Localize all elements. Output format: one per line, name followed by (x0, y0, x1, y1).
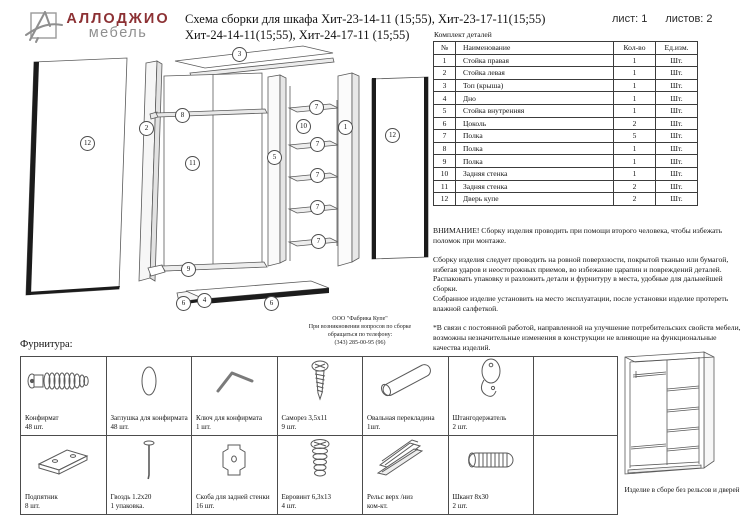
cell: Стойка внутренняя (456, 104, 614, 117)
nail-icon (137, 437, 161, 483)
cell: Шт. (656, 54, 698, 67)
part-callout: 7 (310, 137, 325, 152)
hardware-item (278, 357, 364, 436)
hardware-item (363, 357, 449, 436)
cell: Шт. (656, 117, 698, 130)
part-left-door (26, 58, 127, 295)
note-paragraph: Сборку изделия следует проводить на ровной поверхности, покрытой тканью или бумагой, избегая ударов и неосторожных приемов, во избежание царапин и повреждений деталей. (433, 254, 729, 274)
hardware-qty: 1 упаковка. (110, 501, 145, 510)
table-row (434, 193, 698, 206)
cell: 1 (434, 54, 456, 67)
rod-holder-icon (473, 358, 509, 404)
hex-key-icon (206, 361, 262, 401)
cell: 6 (434, 117, 456, 130)
hardware-name: Штангодержатель (452, 413, 507, 422)
cell: Стойка правая (456, 54, 614, 67)
hardware-name: Овальная перекладина (367, 413, 435, 422)
cell: 1 (614, 54, 656, 67)
hardware-empty-cell (534, 436, 618, 515)
note-paragraph: *В связи с постоянной работой, направленной на улучшение потребительских свойств мебели, возможны незначительные изменения в конструкции не влияющие на функциональные качества изделий. (433, 322, 741, 352)
cell: 1 (614, 92, 656, 105)
column-header: Ед.изм. (656, 42, 698, 55)
cell: 8 (434, 142, 456, 155)
hardware-qty: 16 шт. (196, 501, 215, 510)
table-row (434, 167, 698, 180)
hardware-qty: 8 шт. (25, 501, 40, 510)
part-left-stand (139, 61, 162, 281)
cell: Полка (456, 155, 614, 168)
euro-screw-icon (302, 437, 338, 483)
cell: 5 (614, 130, 656, 143)
column-header: Наименование (456, 42, 614, 55)
sheet-info (612, 13, 731, 25)
cell: Полка (456, 142, 614, 155)
hardware-qty: ком-кт. (367, 501, 388, 510)
hardware-empty-cell (534, 357, 618, 436)
cell: 3 (434, 79, 456, 92)
cell: 12 (434, 193, 456, 206)
table-row (434, 155, 698, 168)
cell: 1 (614, 79, 656, 92)
cap-plug-icon (129, 361, 169, 401)
part-callout: 6 (176, 296, 191, 311)
parts-table (433, 41, 698, 206)
hardware-item (107, 357, 193, 436)
brand-subtitle: мебель (88, 25, 148, 41)
cell: Стойка левая (456, 67, 614, 80)
brand-name: АЛЛОДЖИО (66, 11, 170, 27)
table-row (434, 142, 698, 155)
hardware-qty: 4 шт. (281, 501, 297, 510)
table-row (434, 104, 698, 117)
manufacturer-phone: (343) 285-00-95 (96) (334, 340, 386, 347)
part-callout: 12 (80, 136, 95, 151)
oval-rail-icon (373, 358, 437, 404)
part-callout: 9 (181, 262, 196, 277)
hardware-name: Скоба для задней стенки (196, 492, 270, 501)
hardware-item (363, 436, 449, 515)
manufacturer-name: ООО "Фабрика Купе" (332, 316, 388, 322)
hardware-name: Евровинт 6,3х13 (281, 492, 331, 501)
hardware-section-title: Фурнитура: (20, 339, 73, 350)
hardware-qty: 48 шт. (110, 422, 129, 431)
cell: 2 (614, 180, 656, 193)
table-row (434, 54, 698, 67)
page-title (185, 11, 565, 43)
table-row (434, 130, 698, 143)
cell: Цоколь (456, 117, 614, 130)
hardware-item (107, 436, 193, 515)
alloggio-a-icon (24, 8, 64, 44)
note-paragraph: Распаковать упаковку и разложить детали и фурнитуру в места, удобные для дальнейшей сборки. (433, 274, 723, 294)
hardware-item (278, 436, 364, 515)
cell: 10 (434, 167, 456, 180)
note-paragraph: Собранное изделие установить на место эксплуатации, после установки изделие протереть влажной салфеткой. (433, 294, 729, 314)
part-callout: 7 (310, 168, 325, 183)
table-row (434, 79, 698, 92)
part-callout: 7 (309, 100, 324, 115)
door-rail-icon (370, 437, 440, 483)
sheet-number: лист: 1 (612, 13, 648, 25)
cell: Шт. (656, 193, 698, 206)
hardware-name: Подпятник (25, 492, 58, 501)
brand-block (60, 11, 176, 41)
manufacturer-info (275, 315, 445, 347)
cell: 4 (434, 92, 456, 105)
self-tapping-screw-icon (302, 359, 338, 403)
part-inner-stand (268, 75, 286, 266)
part-callout: 7 (310, 200, 325, 215)
hardware-qty: 9 шт. (281, 422, 297, 431)
hardware-item (21, 436, 107, 515)
cell: Дно (456, 92, 614, 105)
back-wall-bracket-icon (214, 437, 254, 483)
column-header: № (434, 42, 456, 55)
hardware-name: Заглушка для конфирмата (110, 413, 188, 422)
part-callout: 10 (296, 119, 311, 134)
cell: 7 (434, 130, 456, 143)
cell: 9 (434, 155, 456, 168)
foot-pad-icon (31, 440, 95, 480)
hardware-grid (20, 356, 618, 515)
hardware-qty: 1 шт. (196, 422, 211, 431)
hardware-qty: 2 шт. (452, 422, 468, 431)
cell: Шт. (656, 67, 698, 80)
manufacturer-note: При возникновении вопросов по сборке (308, 324, 412, 331)
column-header: Кол-во (614, 42, 656, 55)
table-row (434, 180, 698, 193)
part-callout: 7 (311, 234, 326, 249)
cell: Шт. (656, 180, 698, 193)
hardware-item (449, 436, 535, 515)
hardware-name: Саморез 3,5х11 (281, 413, 328, 422)
title-line-2: Хит-24-14-11(15;55), Хит-24-17-11 (15;55) (185, 28, 410, 42)
manufacturer-note: обращаться по телефону: (327, 332, 393, 339)
table-row (434, 117, 698, 130)
part-callout: 6 (264, 296, 279, 311)
hardware-name: Ключ для конфирмата (196, 413, 262, 422)
hardware-name: Шкант 8х30 (452, 492, 489, 501)
part-top-panel (175, 46, 334, 77)
table-header-row (434, 42, 698, 55)
cell: 11 (434, 180, 456, 193)
cell: Полка (456, 130, 614, 143)
part-back-walls (164, 73, 262, 271)
cell: 1 (614, 155, 656, 168)
hardware-item (192, 436, 278, 515)
cell: Дверь купе (456, 193, 614, 206)
hardware-qty: 48 шт. (25, 422, 44, 431)
part-right-stand (338, 73, 359, 266)
hardware-name: Гвоздь 1.2х20 (110, 492, 152, 501)
assembled-caption: Изделие в сборе без рельсов и дверей (624, 486, 740, 494)
part-callout: 1 (338, 120, 353, 135)
part-right-door (372, 77, 428, 259)
cell: Задняя стенка (456, 167, 614, 180)
part-callout: 12 (385, 128, 400, 143)
warning-text: ВНИМАНИЕ! Сборку изделия проводить при помощи второго человека, чтобы избежать поломок при монтаже. (433, 226, 723, 245)
hardware-item (192, 357, 278, 436)
sheets-total: листов: 2 (665, 13, 713, 25)
hardware-name: Конфирмат (25, 413, 59, 422)
parts-table-caption: Комплект деталей (434, 30, 492, 39)
cell: Шт. (656, 130, 698, 143)
cell: 1 (614, 104, 656, 117)
hardware-qty: 1шт. (367, 422, 381, 431)
part-callout: 11 (185, 156, 200, 171)
dowel-icon (459, 444, 523, 476)
cell: 1 (614, 142, 656, 155)
hardware-item (21, 357, 107, 436)
cell: 1 (614, 167, 656, 180)
cell: Шт. (656, 167, 698, 180)
cell: Задняя стенка (456, 180, 614, 193)
cell: 2 (434, 67, 456, 80)
confirmat-screw-icon (25, 361, 101, 401)
cell: 2 (614, 193, 656, 206)
part-callout: 8 (175, 108, 190, 123)
hardware-qty: 2 шт. (452, 501, 468, 510)
cell: Шт. (656, 79, 698, 92)
cell: 2 (614, 117, 656, 130)
part-callout: 5 (267, 150, 282, 165)
part-callout: 4 (197, 293, 212, 308)
hardware-name: Рельс верх /низ (367, 492, 413, 501)
hardware-item (449, 357, 535, 436)
cell: Шт. (656, 155, 698, 168)
cell: Шт. (656, 92, 698, 105)
assembly-notes (433, 226, 741, 352)
cell: 1 (614, 67, 656, 80)
cell: Топ (крыша) (456, 79, 614, 92)
cell: Шт. (656, 104, 698, 117)
table-row (434, 92, 698, 105)
table-row (434, 67, 698, 80)
part-callout: 3 (232, 47, 247, 62)
title-line-1: Схема сборки для шкафа Хит-23-14-11 (15;55), Хит-23-17-11(15;55) (185, 12, 546, 26)
cell: 5 (434, 104, 456, 117)
cell: Шт. (656, 142, 698, 155)
assembled-wardrobe-drawing (625, 352, 714, 474)
part-callout: 2 (139, 121, 154, 136)
